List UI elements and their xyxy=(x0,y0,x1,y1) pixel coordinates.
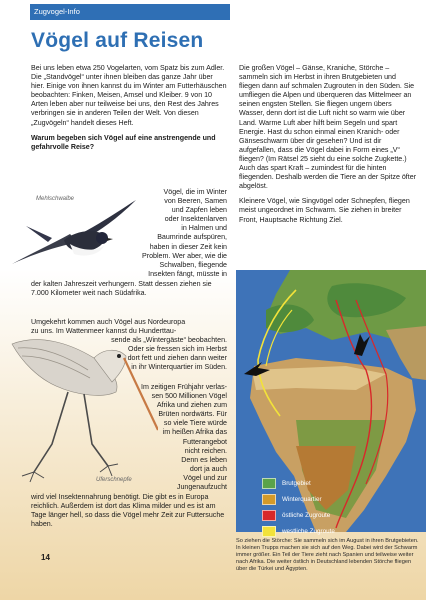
legend-swatch xyxy=(262,478,276,489)
legend-swatch xyxy=(262,510,276,521)
spring-rest-paragraph: wird viel Insektennahrung benötigt. Die gibt es in Europa reichlich. Außerdem ist dort das Klima milder und es ist am Tage länger hell, so dass die Vögel mehr Zeit zur Futtersuche haben. xyxy=(31,493,225,529)
section-header: Zugvogel-Info xyxy=(30,4,230,20)
text-line: Futterangebot xyxy=(182,437,227,446)
text-line: sen 500 Millionen Vögel xyxy=(151,392,227,401)
question-heading: Warum begeben sich Vögel auf eine anstrengende und gefahrvolle Reise? xyxy=(31,133,216,151)
text-line: Jungenaufzucht xyxy=(176,483,227,492)
page-number: 14 xyxy=(41,553,50,562)
text-line: Im zeitigen Frühjahr verlas- xyxy=(141,383,227,391)
text-line: und Zapfen leben xyxy=(171,206,227,215)
map-legend xyxy=(262,476,335,540)
right-column xyxy=(239,64,417,231)
text-line: in Halmen und xyxy=(181,224,227,233)
legend-swatch xyxy=(262,526,276,537)
right-paragraph-1: Die großen Vögel – Gänse, Kraniche, Störche – sammeln sich im Herbst in ihren Brutgebieten und fliegen dann auf schmalen Zugrouten in den Süden. Sie umfliegen die Alpen und überqueren das Mittelmeer an seinen engsten Stellen. Sie fliegen ungern übers Wasser, denn dort ist die Luft nicht so warm wie über Land. Warme Luft aber hilft beim Segeln und spart Energie. Hast du schon einmal einen Kranich- oder Gänseschwarm über dir gesehen? Und ist dir aufgefallen, dass die Vögel dabei in Form eines „V“ fliegen? (Im Rätsel 25 sieht du eine solche Zugkette.) Auch das spart Kraft – zumindest für die hinten fliegenden. Deshalb werden die Tiere an der Spitze öfter abgelöst. xyxy=(239,64,417,191)
legend-label: Winterquartier xyxy=(282,495,322,503)
page-title: Vögel auf Reisen xyxy=(31,29,204,52)
left-column-top xyxy=(31,64,227,158)
legend-label: Brutgebiet xyxy=(282,479,311,487)
text-line: so viele Tiere würde xyxy=(163,419,227,428)
legend-item-breeding xyxy=(262,476,335,490)
legend-item-winter xyxy=(262,492,335,506)
text-line: im heißen Afrika das xyxy=(162,428,227,437)
text-line: dort fett und ziehen dann weiter xyxy=(127,354,227,363)
text-line: nicht reichen. xyxy=(184,446,227,455)
legend-item-west-route xyxy=(262,524,335,538)
legend-label: westliche Zugroute xyxy=(282,527,335,535)
text-line: Vögel und zur xyxy=(183,473,227,482)
text-line: Insekten fängt, müsste in xyxy=(148,269,227,278)
text-line: sende als „Wintergäste“ beobachten. xyxy=(111,336,227,345)
text-line: Oder sie fressen sich im Herbst xyxy=(128,345,227,354)
text-line: von Beeren, Samen xyxy=(164,197,227,206)
text-line: in ihr Winterquartier im Süden. xyxy=(131,363,227,372)
godwit-label: Uferschnepfe xyxy=(96,477,132,483)
swallow-rest-paragraph: der kalten Jahreszeit verhungern. Statt dessen ziehen sie 7.000 Kilometer weit nach Südafrika. xyxy=(31,280,212,298)
text-line: Brüten nordwärts. Für xyxy=(158,410,227,419)
spring-wrap-text xyxy=(112,383,227,492)
text-line: zu uns. Im Wattenmeer kannst du Hunderttau- xyxy=(31,327,177,336)
text-line: Vögel, die im Winter xyxy=(163,188,227,196)
swallow-wrap-text xyxy=(104,188,227,279)
text-line: dort ja auch xyxy=(189,464,227,473)
swallow-label: Mehlschwalbe xyxy=(36,196,75,202)
text-line: haben in dieser Zeit kein xyxy=(149,242,227,251)
text-line: Umgekehrt kommen auch Vögel aus Nordeuropa xyxy=(31,318,186,326)
text-line: Baumrinde aufspüren, xyxy=(157,233,227,242)
legend-swatch xyxy=(262,494,276,505)
text-line: Schwalben, fliegende xyxy=(159,260,227,269)
text-line: Denn es leben xyxy=(181,455,227,464)
text-line: Afrika und ziehen zum xyxy=(156,401,227,410)
intro-paragraph: Bei uns leben etwa 250 Vogelarten, vom Spatz bis zum Adler. Die „Standvögel“ unter ihnen bleiben das ganze Jahr über hier. Einige von ihnen kannst du im Winter am Futterhäuschen beobachten: Finken, Meisen, Amsel und Kleiber. 9 von 10 Arten leben aber nur teilweise bei uns, den Rest des Jahres verbringen sie in anderen Teilen der Welt. Von diesen „Zugvögeln“ handelt dieses Heft. xyxy=(31,64,227,127)
legend-item-east-route xyxy=(262,508,335,522)
text-line: oder Insektenlarven xyxy=(164,215,227,224)
right-paragraph-2: Kleinere Vögel, wie Singvögel oder Schnepfen, fliegen meist ungeordnet im Schwarm. Sie ziehen in breiter Front, Hauptsache Richtung Ziel. xyxy=(239,197,410,224)
legend-label: östliche Zugroute xyxy=(282,511,331,519)
map-caption: So ziehen die Störche: Sie sammeln sich im August in ihren Brutgebieten. In kleinen Trupps machen sie sich auf den Weg. Dabei wird der Schwarm immer größer. Ein Teil der Tiere zieht nach Spanien und teilweise weiter nach Afrika. Die weiter östlich in Deutschland lebenden Störche fliegen über die Türkei und Ägypten. xyxy=(236,538,419,572)
text-line: Problem. Wer aber, wie die xyxy=(141,251,227,260)
